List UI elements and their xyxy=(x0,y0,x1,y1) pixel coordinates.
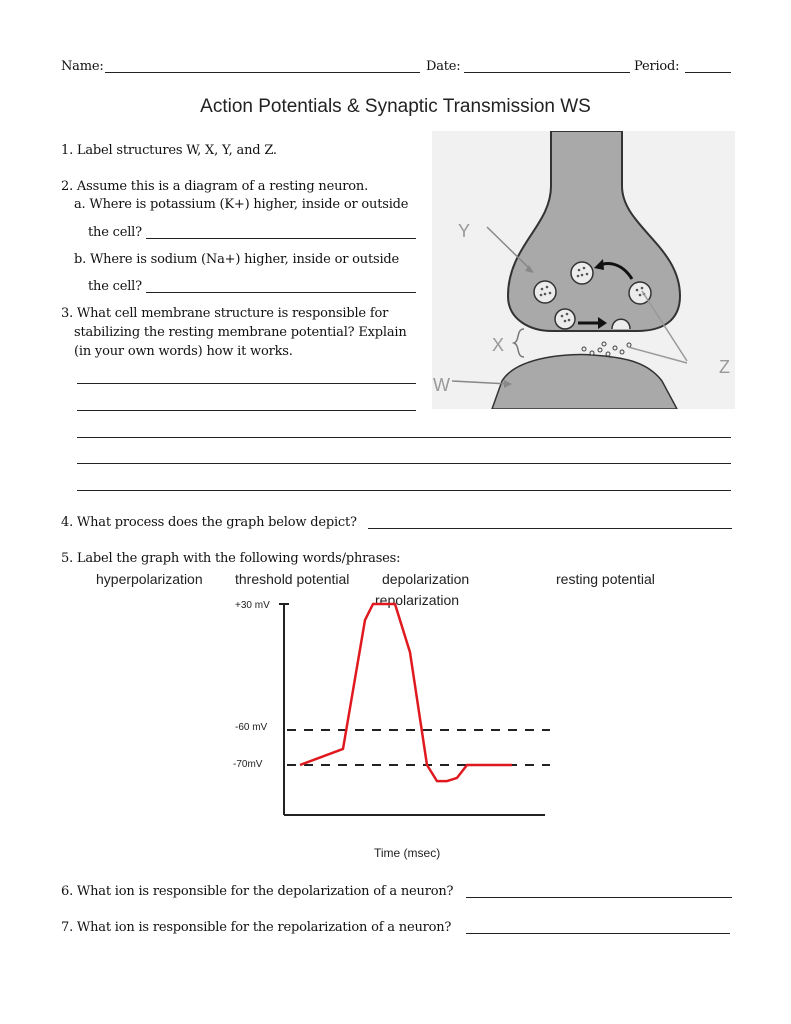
y-tick-label-70: -70mV xyxy=(233,759,263,770)
y-tick-label-60: -60 mV xyxy=(235,722,268,733)
word-hyperpolarization: hyperpolarization xyxy=(96,571,203,587)
question-2b-cont: the cell? xyxy=(88,279,142,294)
question-4: 4. What process does the graph below depict? xyxy=(61,515,357,530)
answer-2a-blank[interactable] xyxy=(146,238,416,239)
label-x: X xyxy=(492,335,505,355)
synapse-diagram xyxy=(432,131,735,409)
question-6: 6. What ion is responsible for the depolarization of a neuron? xyxy=(61,884,454,899)
label-y: Y xyxy=(458,221,471,241)
membrane-potential-line xyxy=(300,604,512,781)
question-2a: a. Where is potassium (K+) higher, inside or outside xyxy=(74,197,409,212)
answer-3-line-5[interactable] xyxy=(77,490,731,491)
label-w: W xyxy=(433,375,450,395)
date-blank[interactable] xyxy=(464,72,630,73)
answer-4-blank[interactable] xyxy=(368,528,732,529)
question-1: 1. Label structures W, X, Y, and Z. xyxy=(61,143,277,158)
x-axis-label: Time (msec) xyxy=(374,846,441,860)
question-3-line3: (in your own words) how it works. xyxy=(74,344,293,359)
word-depolarization: depolarization xyxy=(382,571,470,587)
question-2: 2. Assume this is a diagram of a resting neuron. xyxy=(61,179,368,194)
answer-3-line-3[interactable] xyxy=(77,437,731,438)
name-blank[interactable] xyxy=(105,72,420,73)
answer-3-line-1[interactable] xyxy=(77,383,416,384)
question-3-line2: stabilizing the resting membrane potential? Explain xyxy=(74,325,407,340)
name-label: Name: xyxy=(61,59,104,74)
period-blank[interactable] xyxy=(685,72,731,73)
question-3: 3. What cell membrane structure is responsible for xyxy=(61,306,389,321)
answer-2b-blank[interactable] xyxy=(146,292,416,293)
question-5: 5. Label the graph with the following words/phrases: xyxy=(61,551,401,566)
word-repolarization: repolarization xyxy=(375,592,460,608)
word-threshold-potential: threshold potential xyxy=(235,571,350,587)
action-potential-graph xyxy=(225,595,565,865)
answer-7-blank[interactable] xyxy=(466,933,730,934)
word-resting-potential: resting potential xyxy=(556,571,655,587)
answer-6-blank[interactable] xyxy=(466,897,732,898)
question-2b: b. Where is sodium (Na+) higher, inside or outside xyxy=(74,252,400,267)
question-2a-cont: the cell? xyxy=(88,225,142,240)
date-label: Date: xyxy=(426,59,461,74)
period-label: Period: xyxy=(634,59,680,74)
answer-3-line-2[interactable] xyxy=(77,410,416,411)
question-7: 7. What ion is responsible for the repolarization of a neuron? xyxy=(61,920,452,935)
label-z: Z xyxy=(719,357,730,377)
answer-3-line-4[interactable] xyxy=(77,463,731,464)
y-tick-label-30: +30 mV xyxy=(235,600,270,611)
page-title: Action Potentials & Synaptic Transmission WS xyxy=(200,96,591,117)
